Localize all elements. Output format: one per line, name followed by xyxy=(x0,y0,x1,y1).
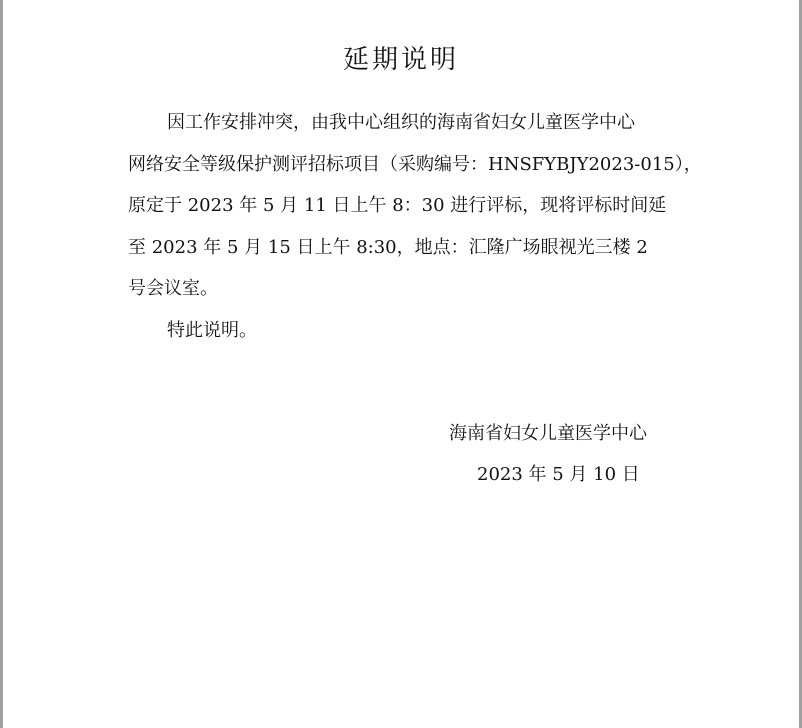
paragraph-1-line-2: 网络安全等级保护测评招标项目（采购编号：HNSFYBJY2023-015）， xyxy=(128,153,702,175)
document-body xyxy=(128,102,702,351)
paragraph-1-line-4: 至 2023 年 5 月 15 日上午 8:30，地点：汇隆广场眼视光三楼 2 xyxy=(128,236,648,258)
document-title: 延期说明 xyxy=(342,45,459,75)
paragraph-1-line-3: 原定于 2023 年 5 月 11 日上午 8：30 进行评标，现将评标时间延 xyxy=(128,195,667,216)
paragraph-1-line-5: 号会议室。 xyxy=(128,278,218,299)
signature-date: 2023 年 5 月 10 日 xyxy=(477,464,640,485)
signature-organization: 海南省妇女儿童医学中心 xyxy=(449,423,647,444)
paragraph-2: 特此说明。 xyxy=(167,319,257,341)
paragraph-1-line-1: 因工作安排冲突，由我中心组织的海南省妇女儿童医学中心 xyxy=(167,112,635,133)
